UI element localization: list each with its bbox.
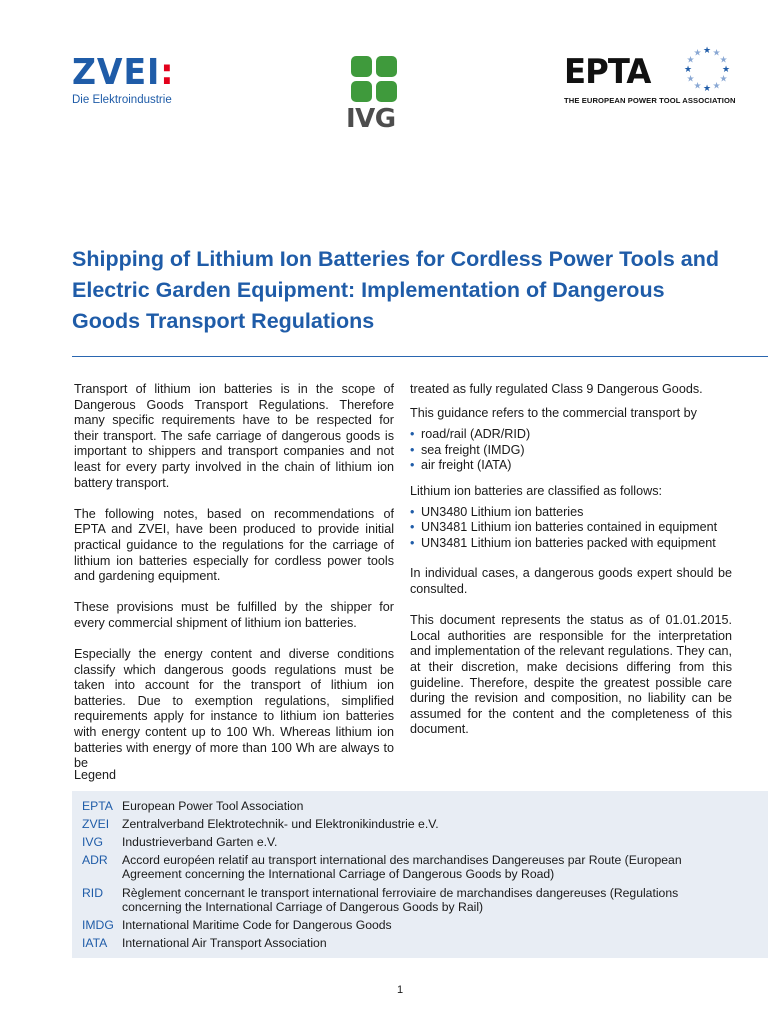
notes-paragraph: The following notes, based on recommendations of EPTA and ZVEI, have been produced to provide initial practical guidance to the regulations for the carriage of lithium ion batteries especially for cordless power tools and gardening equipment. (74, 506, 394, 584)
legend-abbreviation: EPTA (82, 799, 113, 813)
zvei-logo (72, 54, 192, 110)
list-item: • UN3481 Lithium ion batteries packed with equipment (410, 535, 716, 550)
guidance-paragraph: This guidance refers to the commercial transport by (410, 405, 697, 420)
epta-logo (562, 44, 736, 110)
star-icon: ★ (686, 73, 695, 84)
legend-table (72, 791, 768, 958)
star-icon: ★ (686, 54, 695, 65)
legend-definition: European Power Tool Association (122, 799, 304, 813)
list-item: • UN3481 Lithium ion batteries contained in equipment (410, 520, 718, 535)
star-icon: ★ (702, 45, 712, 55)
legend-abbreviation: IATA (82, 936, 108, 950)
zvei-wordmark: ZVEI: (72, 52, 175, 93)
ivg-logo (344, 54, 404, 134)
star-icon: ★ (693, 80, 702, 91)
star-icon: ★ (719, 73, 728, 84)
legend-abbreviation: IVG (82, 835, 103, 849)
legend-heading: Legend (74, 768, 117, 782)
legend-abbreviation: RID (82, 886, 103, 900)
star-icon: ★ (702, 83, 712, 93)
classification-paragraph: Lithium ion batteries are classified as follows: (410, 483, 662, 498)
bullet-icon: • (410, 458, 415, 473)
epta-wordmark: EPTA (564, 52, 651, 92)
star-icon: ★ (693, 47, 702, 58)
star-icon: ★ (712, 47, 721, 58)
list-item: • sea freight (IMDG) (410, 442, 525, 457)
legend-definition: Règlement concernant le transport international ferroviaire de marchandises dangereuses (Regulations concerning the International Carriage of Dangerous Goods by Rail) (122, 886, 679, 914)
legend-definition: Industrieverband Garten e.V. (122, 835, 278, 849)
bullet-icon: • (410, 442, 415, 457)
intro-paragraph: Transport of lithium ion batteries is in the scope of Dangerous Goods Transport Regulations. Therefore many specific requirements have to be respected for their transport. The safe carriage of dangerous goods is important to shippers and transport companies and not least for every party involved in the chain of lithium ion battery transport. (74, 382, 394, 490)
star-icon: ★ (719, 54, 728, 65)
list-item: • road/rail (ADR/RID) (410, 427, 531, 442)
status-paragraph: This document represents the status as of 01.01.2015. Local authorities are responsible for the interpretation and implementation of the relevant regulations. They can, at their discretion, make decisions differing from this guideline. Therefore, despite the greatest possible care during the revision and composition, no liability can be assumed for the content and the completeness of this document. (410, 613, 732, 737)
legend-abbreviation: ZVEI (82, 817, 110, 831)
expert-paragraph: In individual cases, a dangerous goods expert should be consulted. (410, 566, 732, 596)
legend-definition: International Maritime Code for Dangerous Goods (122, 918, 392, 932)
zvei-subtitle: Die Elektroindustrie (72, 94, 172, 106)
transport-modes-list (410, 427, 732, 474)
energy-paragraph: Especially the energy content and diverse conditions classify which dangerous goods regulations must be taken into account for the transport of lithium ion batteries. Due to exemption regulations, simplified requirements apply for instance to lithium ion batteries with energy content up to 100 Wh. Whereas lithium ion batteries with energy of more than 100 Wh are always to be (74, 647, 394, 771)
star-icon: ★ (683, 64, 693, 74)
class9-paragraph: treated as fully regulated Class 9 Dangerous Goods. (410, 382, 703, 396)
star-icon: ★ (712, 80, 721, 91)
title-divider (72, 356, 768, 357)
legend-definition: International Air Transport Association (122, 936, 327, 950)
list-item: • UN3480 Lithium ion batteries (410, 504, 584, 519)
eu-stars-icon (682, 44, 732, 94)
provisions-paragraph: These provisions must be fulfilled by the shipper for every commercial shipment of lithium ion batteries. (74, 600, 394, 630)
left-column (74, 382, 394, 787)
legend-definition: Accord européen relatif au transport international des marchandises Dangereuses par Route (European Agreement concerning the International Carriage of Dangerous Goods by Road) (122, 853, 682, 881)
legend-abbreviation: ADR (82, 853, 108, 867)
ivg-wordmark: IVG (346, 104, 396, 134)
star-icon: ★ (721, 64, 731, 74)
document-title: Shipping of Lithium Ion Batteries for Cordless Power Tools and Electric Garden Equipment: Implementation of Dangerous Goods Transport Regulations (72, 247, 720, 333)
bullet-icon: • (410, 520, 415, 535)
right-column (410, 382, 732, 738)
page-number: 1 (396, 984, 404, 996)
legend-definition: Zentralverband Elektrotechnik- und Elektronikindustrie e.V. (122, 817, 439, 831)
classification-list (410, 505, 732, 552)
bullet-icon: • (410, 504, 415, 519)
bullet-icon: • (410, 427, 415, 442)
bullet-icon: • (410, 535, 415, 550)
list-item: • air freight (IATA) (410, 458, 512, 473)
clover-icon (348, 56, 400, 102)
legend-abbreviation: IMDG (82, 918, 114, 932)
epta-subtitle: THE EUROPEAN POWER TOOL ASSOCIATION (564, 96, 736, 105)
